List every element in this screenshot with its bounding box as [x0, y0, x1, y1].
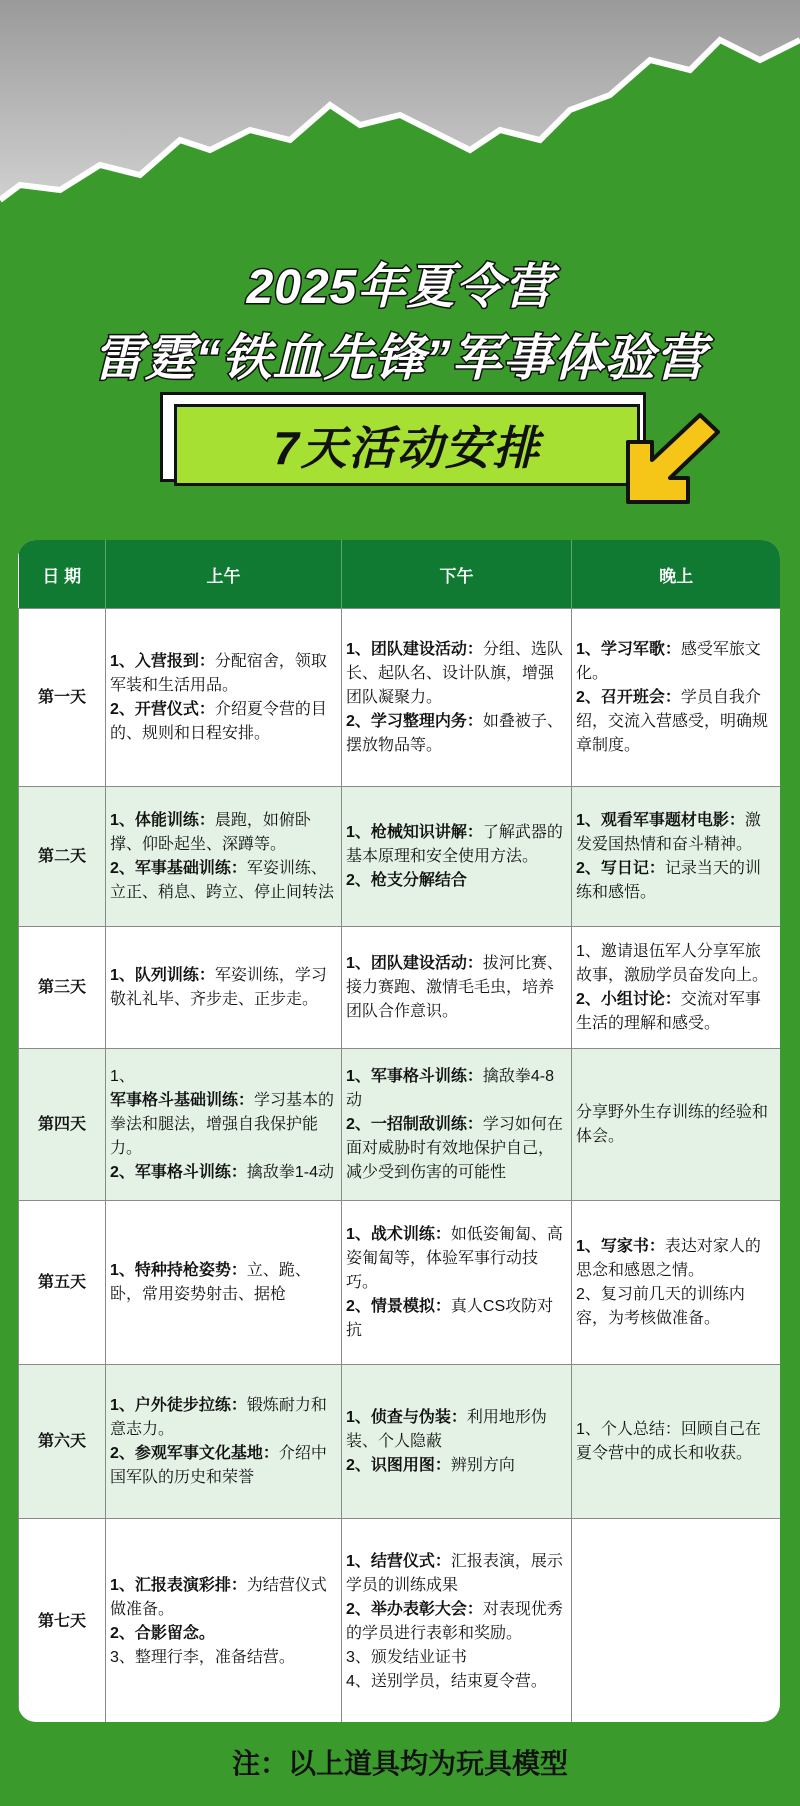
footnote: 注：以上道具均为玩具模型 — [231, 1748, 568, 1779]
activity-item — [110, 964, 337, 1012]
activity-detail: 军姿训练、立正、稍息、跨立、停止间转法 — [110, 859, 335, 901]
afternoon-cell — [342, 1049, 572, 1201]
activity-item — [346, 1550, 567, 1598]
activity-label: 1、队列训练： — [110, 966, 215, 984]
activity-label: 2、合影留念。 — [110, 1624, 215, 1642]
activity-item — [110, 1089, 337, 1161]
activity-label: 1、户外徒步拉练： — [110, 1396, 247, 1414]
activity-detail: 学员自我介绍，交流入营感受，明确规章制度。 — [576, 688, 769, 754]
table-row — [19, 1519, 781, 1723]
activity-detail: 为结营仪式做准备。 — [110, 1576, 327, 1618]
activity-item — [346, 952, 567, 1024]
activity-detail: 学习基本的拳法和腿法，增强自我保护能力。 — [110, 1091, 335, 1157]
title-line-1: 2025年夏令营 — [246, 261, 554, 314]
activity-detail: 辨别方向 — [450, 1456, 515, 1474]
table-header-row — [19, 540, 781, 609]
activity-item — [110, 1622, 337, 1646]
activity-label: 1、入营报到： — [110, 652, 215, 670]
activity-label: 1、军事格斗训练： — [346, 1067, 483, 1085]
morning-cell — [106, 1201, 342, 1365]
activity-label: 1、写家书： — [576, 1237, 665, 1255]
activity-detail: 1、个人总结：回顾自己在夏令营中的成长和收获。 — [576, 1420, 761, 1462]
morning-cell — [106, 609, 342, 787]
activity-detail: 表达对家人的思念和感恩之情。 — [576, 1237, 761, 1279]
activity-detail: 激发爱国热情和奋斗精神。 — [576, 811, 761, 853]
activity-detail: 3、颁发结业证书 — [346, 1648, 467, 1666]
activity-item — [576, 638, 776, 686]
activity-label: 2、参观军事文化基地： — [110, 1444, 279, 1462]
activity-label: 2、枪支分解结合 — [346, 871, 467, 889]
afternoon-cell — [342, 787, 572, 927]
activity-label: 2、情景模拟： — [346, 1297, 451, 1315]
activity-detail: 分配宿舍，领取军装和生活用品。 — [110, 652, 327, 694]
activity-label: 2、一招制敌训练： — [346, 1115, 483, 1133]
activity-item — [576, 940, 776, 988]
activity-detail: 了解武器的基本原理和安全使用方法。 — [346, 823, 563, 865]
activity-label: 1、学习军歌： — [576, 640, 681, 658]
activity-label: 2、军事基础训练： — [110, 859, 247, 877]
activity-item — [110, 1161, 337, 1185]
activity-detail: 3、整理行李，准备结营。 — [110, 1648, 295, 1666]
activity-label: 1、侦查与伪装： — [346, 1408, 467, 1426]
activity-label: 1、战术训练： — [346, 1225, 451, 1243]
morning-cell — [106, 787, 342, 927]
activity-item — [576, 857, 776, 905]
morning-cell — [106, 1365, 342, 1519]
activity-label: 2、学习整理内务： — [346, 712, 483, 730]
activity-detail: 晨跑，如俯卧撑、仰卧起坐、深蹲等。 — [110, 811, 311, 853]
activity-label: 2、举办表彰大会： — [346, 1600, 483, 1618]
activity-label: 1、团队建设活动： — [346, 640, 483, 658]
activity-label: 2、军事格斗训练： — [110, 1163, 247, 1181]
activity-label: 1、结营仪式： — [346, 1552, 451, 1570]
activity-label: 1、观看军事题材电影： — [576, 811, 745, 829]
activity-item — [346, 1454, 567, 1478]
activity-item — [576, 686, 776, 758]
afternoon-cell — [342, 609, 572, 787]
activity-detail: 汇报表演，展示学员的训练成果 — [346, 1552, 563, 1594]
morning-cell — [106, 927, 342, 1049]
table-row — [19, 1201, 781, 1365]
activity-detail: 学习如何在面对威胁时有效地保护自己，减少受到伤害的可能性 — [346, 1115, 563, 1181]
activity-label: 军事格斗基础训练： — [110, 1091, 255, 1109]
activity-item — [346, 1406, 567, 1454]
afternoon-cell — [342, 1519, 572, 1723]
activity-item — [346, 1223, 567, 1295]
activity-item — [576, 1101, 776, 1149]
activity-item — [110, 1394, 337, 1442]
header-date: 日 期 — [19, 540, 106, 609]
day-cell: 第六天 — [19, 1365, 106, 1519]
activity-item — [346, 1113, 567, 1185]
activity-label: 2、识图用图： — [346, 1456, 451, 1474]
activity-detail: 1、邀请退伍军人分享军旅故事，激励学员奋发向上。 — [576, 942, 769, 984]
activity-label: 2、召开班会： — [576, 688, 681, 706]
evening-cell — [572, 609, 781, 787]
activity-detail: 分组、选队长、起队名、设计队旗，增强团队凝聚力。 — [346, 640, 563, 706]
activity-detail: 交流对军事生活的理解和感受。 — [576, 990, 761, 1032]
activity-item — [346, 638, 567, 710]
header-morning: 上午 — [106, 540, 342, 609]
activity-label: 1、体能训练： — [110, 811, 215, 829]
activity-item — [110, 1442, 337, 1490]
day-cell: 第一天 — [19, 609, 106, 787]
table-row — [19, 927, 781, 1049]
day-cell: 第七天 — [19, 1519, 106, 1723]
activity-detail: 感受军旅文化。 — [576, 640, 761, 682]
activity-item — [346, 1295, 567, 1343]
activity-detail: 军姿训练，学习敬礼礼毕、齐步走、正步走。 — [110, 966, 327, 1008]
activity-item — [576, 1235, 776, 1283]
activity-label: 1、团队建设活动： — [346, 954, 483, 972]
activity-detail: 擒敌拳1-4动 — [246, 1163, 335, 1181]
schedule-banner — [160, 392, 640, 488]
evening-cell — [572, 787, 781, 927]
activity-item — [346, 1065, 567, 1113]
activity-detail: 1、 — [110, 1067, 135, 1085]
activity-detail: 记录当天的训练和感悟。 — [576, 859, 761, 901]
activity-detail: 利用地形伪装、个人隐蔽 — [346, 1408, 547, 1450]
activity-item — [110, 1259, 337, 1307]
activity-item — [576, 1283, 776, 1331]
morning-cell — [106, 1049, 342, 1201]
activity-label: 2、开营仪式： — [110, 700, 215, 718]
activity-item — [110, 650, 337, 698]
activity-item — [346, 869, 567, 893]
torn-paper-header — [0, 0, 800, 230]
table-row — [19, 609, 781, 787]
table-row — [19, 1049, 781, 1201]
evening-cell — [572, 927, 781, 1049]
activity-item — [346, 1598, 567, 1646]
day-cell: 第二天 — [19, 787, 106, 927]
activity-item — [576, 809, 776, 857]
activity-item — [346, 1646, 567, 1670]
activity-detail: 2、复习前几天的训练内容，为考核做准备。 — [576, 1285, 745, 1327]
activity-item — [346, 710, 567, 758]
evening-cell — [572, 1201, 781, 1365]
day-cell: 第四天 — [19, 1049, 106, 1201]
activity-item — [110, 809, 337, 857]
morning-cell — [106, 1519, 342, 1723]
table-row — [19, 787, 781, 927]
activity-detail: 分享野外生存训练的经验和体会。 — [576, 1103, 769, 1145]
activity-item — [576, 988, 776, 1036]
evening-cell — [572, 1519, 781, 1723]
activity-item — [110, 698, 337, 746]
activity-item — [110, 857, 337, 905]
activity-label: 2、小组讨论： — [576, 990, 681, 1008]
evening-cell — [572, 1049, 781, 1201]
title-line-2: 雷霆“铁血先锋”军事体验营 — [93, 330, 707, 386]
activity-detail: 真人CS攻防对抗 — [346, 1297, 554, 1339]
activity-detail: 擒敌拳4-8动 — [346, 1067, 555, 1109]
activity-item — [346, 1670, 567, 1694]
activity-item — [110, 1065, 337, 1089]
activity-detail: 介绍夏令营的目的、规则和日程安排。 — [110, 700, 327, 742]
activity-detail: 拔河比赛、接力赛跑、激情毛毛虫，培养团队合作意识。 — [346, 954, 563, 1020]
header-afternoon: 下午 — [342, 540, 572, 609]
activity-label: 1、枪械知识讲解： — [346, 823, 483, 841]
afternoon-cell — [342, 927, 572, 1049]
activity-label: 1、特种持枪姿势： — [110, 1261, 247, 1279]
activity-detail: 4、送别学员，结束夏令营。 — [346, 1672, 547, 1690]
afternoon-cell — [342, 1201, 572, 1365]
activity-detail: 对表现优秀的学员进行表彰和奖励。 — [346, 1600, 563, 1642]
activity-item — [346, 821, 567, 869]
activity-detail: 锻炼耐力和意志力。 — [110, 1396, 327, 1438]
day-cell: 第五天 — [19, 1201, 106, 1365]
activity-item — [576, 1418, 776, 1466]
activity-item — [110, 1646, 337, 1670]
activity-detail: 立、跪、卧，常用姿势射击、据枪 — [110, 1261, 311, 1303]
banner-text: 7天活动安排 — [273, 422, 541, 474]
activity-detail: 如叠被子、摆放物品等。 — [346, 712, 563, 754]
day-cell: 第三天 — [19, 927, 106, 1049]
activity-label: 1、汇报表演彩排： — [110, 1576, 247, 1594]
afternoon-cell — [342, 1365, 572, 1519]
activity-detail: 如低姿匍匐、高姿匍匐等，体验军事行动技巧。 — [346, 1225, 563, 1291]
activity-detail: 介绍中国军队的历史和荣誉 — [110, 1444, 327, 1486]
activity-item — [110, 1574, 337, 1622]
banner-front-panel — [174, 404, 640, 486]
arrow-down-left-icon — [620, 410, 720, 510]
activity-label: 2、写日记： — [576, 859, 665, 877]
table-row — [19, 1365, 781, 1519]
header-evening: 晚上 — [572, 540, 781, 609]
evening-cell — [572, 1365, 781, 1519]
schedule-table — [18, 540, 780, 1722]
